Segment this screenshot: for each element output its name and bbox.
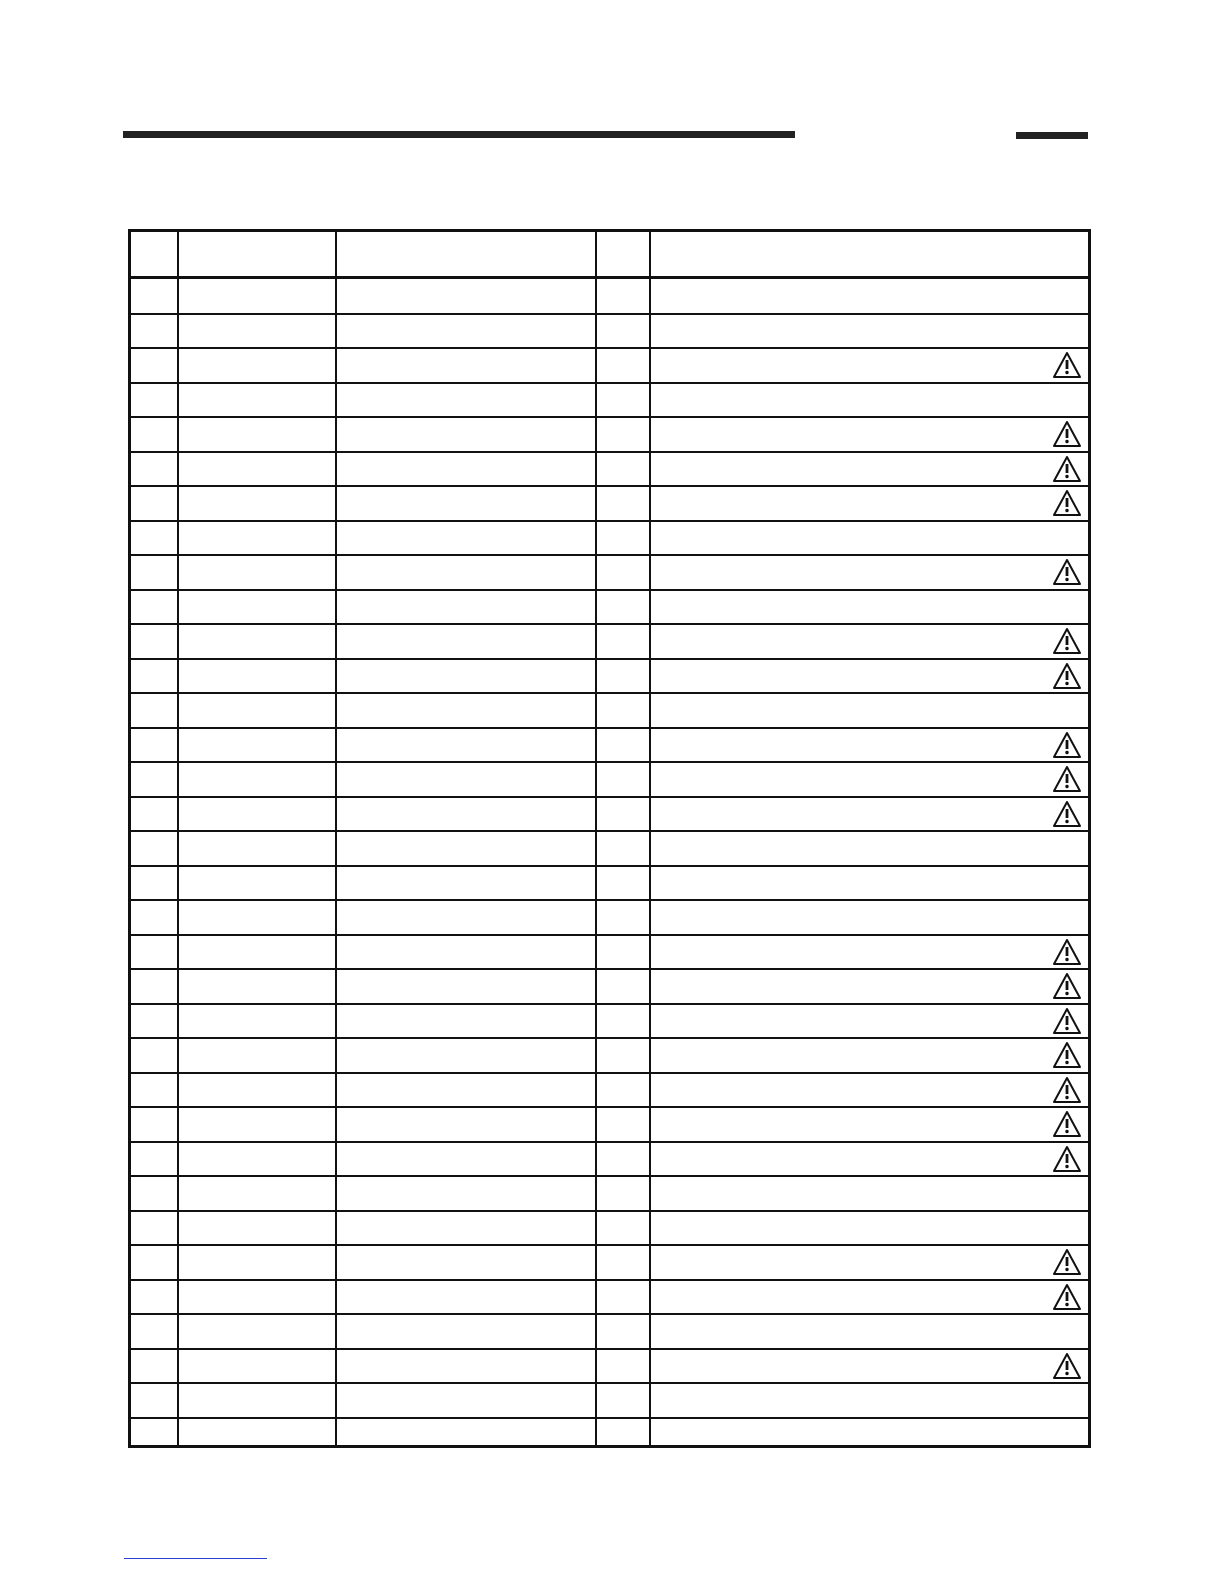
row-divider: [131, 899, 1088, 901]
warning-triangle-icon: [1052, 972, 1082, 1000]
warning-triangle-icon: [1052, 1248, 1082, 1276]
row-divider: [131, 865, 1088, 867]
row-divider: [131, 382, 1088, 384]
row-divider: [131, 589, 1088, 591]
warning-triangle-icon: [1052, 1145, 1082, 1173]
row-divider: [131, 692, 1088, 694]
warning-triangle-icon: [1052, 1007, 1082, 1035]
row-divider: [131, 934, 1088, 936]
warning-triangle-icon: [1052, 627, 1082, 655]
warning-triangle-icon: [1052, 938, 1082, 966]
row-divider: [131, 658, 1088, 660]
warning-triangle-icon: [1052, 558, 1082, 586]
row-divider: [131, 520, 1088, 522]
row-divider: [131, 1313, 1088, 1315]
footer-link-underline[interactable]: [124, 1558, 267, 1559]
column-divider: [595, 232, 597, 1445]
row-divider: [131, 1417, 1088, 1419]
row-divider: [131, 830, 1088, 832]
row-divider: [131, 1072, 1088, 1074]
row-divider: [131, 1348, 1088, 1350]
row-divider: [131, 796, 1088, 798]
row-divider: [131, 1106, 1088, 1108]
row-divider: [131, 761, 1088, 763]
row-divider: [131, 313, 1088, 315]
warning-triangle-icon: [1052, 765, 1082, 793]
parts-table: [128, 229, 1091, 1448]
warning-triangle-icon: [1052, 1352, 1082, 1380]
warning-triangle-icon: [1052, 1110, 1082, 1138]
row-divider: [131, 727, 1088, 729]
column-divider: [335, 232, 337, 1445]
column-divider: [649, 232, 651, 1445]
row-divider: [131, 1210, 1088, 1212]
warning-triangle-icon: [1052, 489, 1082, 517]
warning-triangle-icon: [1052, 351, 1082, 379]
warning-triangle-icon: [1052, 455, 1082, 483]
warning-triangle-icon: [1052, 1041, 1082, 1069]
row-divider: [131, 1244, 1088, 1246]
header-rule-right: [1016, 132, 1088, 139]
row-divider: [131, 451, 1088, 453]
warning-triangle-icon: [1052, 731, 1082, 759]
row-divider: [131, 1382, 1088, 1384]
warning-triangle-icon: [1052, 420, 1082, 448]
column-divider: [177, 232, 179, 1445]
row-divider: [131, 416, 1088, 418]
row-divider: [131, 1175, 1088, 1177]
row-divider: [131, 485, 1088, 487]
row-divider: [131, 968, 1088, 970]
table-header-row: [131, 232, 1088, 279]
row-divider: [131, 1141, 1088, 1143]
row-divider: [131, 1037, 1088, 1039]
row-divider: [131, 1279, 1088, 1281]
row-divider: [131, 347, 1088, 349]
row-divider: [131, 623, 1088, 625]
warning-triangle-icon: [1052, 800, 1082, 828]
warning-triangle-icon: [1052, 1283, 1082, 1311]
warning-triangle-icon: [1052, 662, 1082, 690]
header-rule-left: [123, 131, 795, 138]
warning-triangle-icon: [1052, 1076, 1082, 1104]
row-divider: [131, 554, 1088, 556]
row-divider: [131, 1003, 1088, 1005]
